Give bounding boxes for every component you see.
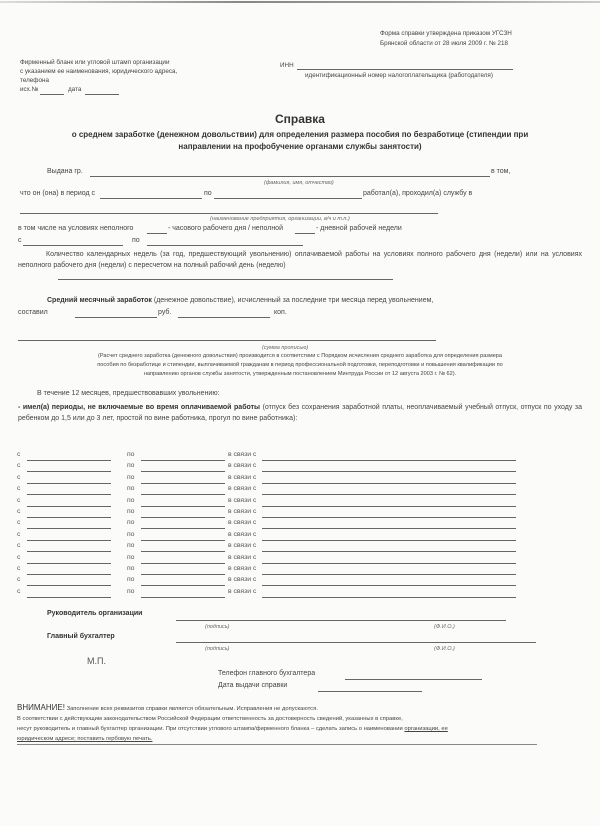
period-from-field[interactable] [27, 551, 111, 552]
period-reason-label: в связи с [228, 451, 257, 458]
period-from-label: с [17, 508, 21, 515]
period-to-field[interactable] [141, 506, 225, 507]
form-approval-line2: Брянской области от 28 июля 2009 г. № 218 [380, 40, 508, 47]
avg-earnings-bold: Средний месячный заработок [47, 297, 152, 304]
head-signature-field[interactable] [176, 620, 506, 621]
avg-earnings-text [47, 297, 433, 304]
period-to-field[interactable] [141, 574, 225, 575]
table-row [17, 565, 537, 576]
period-reason-field[interactable] [262, 471, 516, 472]
fio-caption: (фамилия, имя, отчество) [264, 180, 334, 186]
stamp-note-line3: телефона [20, 77, 49, 84]
table-row [17, 508, 537, 519]
periods-bold: - имел(а) периоды, не включаемые во время оплачиваемой работы [18, 404, 261, 411]
footer-line4: юридическом адресе; поставить гербовую печать. [17, 736, 153, 742]
period-reason-field[interactable] [262, 517, 516, 518]
period-from-field[interactable] [100, 198, 202, 199]
period-reason-label: в связи с [228, 565, 257, 572]
period-to-label: по [127, 451, 135, 458]
period-from-field[interactable] [27, 540, 111, 541]
accountant-phone-label: Телефон главного бухгалтера [218, 670, 316, 677]
period-from-field[interactable] [27, 471, 111, 472]
periods-text [18, 402, 582, 424]
period-from-field[interactable] [27, 494, 111, 495]
weeks-field[interactable] [58, 279, 393, 280]
period-from-field[interactable] [27, 574, 111, 575]
issued-to-suffix: в том, [491, 168, 511, 175]
table-row [17, 576, 537, 587]
period-from-label: с [17, 519, 21, 527]
period-reason-label: в связи с [228, 496, 257, 504]
outgoing-number-label: исх.№ [20, 86, 39, 93]
calc-note-line2: пособия по безработице и стипендии, выплачиваемой гражданам в период профессиональной подготовки, переподготовки и повышения квалификации по [97, 362, 503, 368]
accountant-fio-caption: (Ф.И.О.) [434, 646, 455, 652]
table-row [17, 497, 537, 508]
parttime-label-2: - часового рабочего дня / неполной [168, 225, 283, 232]
period-reason-field[interactable] [262, 460, 516, 461]
organization-field[interactable] [20, 213, 438, 214]
sum-words-caption: (сумма прописью) [262, 345, 309, 351]
period-from-label: с [17, 587, 21, 595]
inn-field[interactable] [297, 69, 513, 70]
table-row [17, 485, 537, 496]
period-to-field[interactable] [141, 471, 225, 472]
periods-rest: (отпуск без сохранения заработной платы, неоплачиваемый учебный отпуск, отпуск по уходу за ребенком до 1,5 или до 3 лет, простой по вине работника, прогул по вине работника): [18, 404, 582, 422]
period-to-field[interactable] [141, 563, 225, 564]
form-approval-line1: Форма справки утверждена приказом УГСЗН [380, 30, 512, 37]
period-to-label: по [127, 462, 135, 470]
period-to-field[interactable] [141, 517, 225, 518]
period-reason-field[interactable] [262, 574, 516, 575]
period-reason-label: в связи с [228, 508, 257, 515]
period-reason-label: в связи с [228, 553, 257, 561]
warning-bold: ВНИМАНИЕ! [17, 703, 65, 712]
parttime-to-field[interactable] [147, 245, 303, 246]
table-row [17, 531, 537, 542]
period-to-label: по [127, 485, 135, 493]
period-reason-label: в связи с [228, 519, 257, 527]
table-row [17, 554, 537, 565]
accountant-label: Главный бухгалтер [47, 633, 115, 640]
period-from-field[interactable] [27, 597, 111, 598]
document-subtitle-line1: о среднем заработке (денежном довольствии) для определения размера пособия по безработице (стипендии при [71, 130, 529, 139]
period-from-field[interactable] [27, 460, 111, 461]
worked-suffix: работал(а), проходил(а) службу в [363, 190, 473, 197]
period-reason-field[interactable] [262, 585, 516, 586]
period-to-field[interactable] [214, 198, 362, 199]
period-from-label: с [17, 553, 21, 561]
period-to-label: по [127, 496, 135, 504]
period-from-field[interactable] [27, 517, 111, 518]
kopecks-field[interactable] [178, 317, 270, 318]
table-row [17, 474, 537, 485]
footer-rule [17, 744, 537, 745]
stamp-note-line2: с указанием ее наименования, юридического адреса, [20, 68, 178, 75]
period-to-label: по [204, 190, 212, 197]
period-reason-label: в связи с [228, 576, 257, 584]
period-to-label: по [127, 553, 135, 561]
months-intro: В течение 12 месяцев, предшествовавших увольнению: [37, 390, 220, 397]
parttime-from-field[interactable] [23, 245, 123, 246]
period-reason-label: в связи с [228, 530, 257, 538]
period-to-label: по [127, 565, 135, 572]
period-from-label: с [17, 542, 21, 550]
amount-label: составил [18, 309, 48, 316]
period-from-label: с [17, 530, 21, 538]
period-from-label: с [17, 576, 21, 584]
period-to-label: по [127, 530, 135, 538]
issued-to-label: Выдана гр. [47, 168, 83, 175]
head-fio-caption: (Ф.И.О.) [434, 624, 455, 630]
parttime-from-label: с [18, 237, 22, 244]
sum-words-field[interactable] [18, 340, 436, 341]
issued-to-field[interactable] [90, 176, 490, 177]
period-reason-field[interactable] [262, 597, 516, 598]
period-reason-field[interactable] [262, 528, 516, 529]
footer-line3 [17, 726, 448, 732]
footer-line3-underlined: организации, ее [404, 726, 448, 732]
period-to-field[interactable] [141, 460, 225, 461]
parttime-days-field[interactable] [295, 233, 315, 234]
period-from-label: с [17, 451, 21, 458]
calc-note-line1: (Расчет среднего заработка (денежного довольствия) производится в соответствии с Порядком исчисления среднего заработка для определения размера [97, 353, 503, 359]
weeks-text: Количество календарных недель (за год, предшествующий увольнению) оплачиваемой работы на условиях полного рабочего дня (недели) или на условиях неполного рабочего дня (недели) с пересчетом на полный рабочий день (неделю) [18, 251, 582, 269]
table-row [17, 588, 537, 599]
period-from-field[interactable] [27, 563, 111, 564]
period-reason-field[interactable] [262, 551, 516, 552]
period-to-field[interactable] [141, 483, 225, 484]
period-prefix: что он (она) в период с [20, 190, 95, 197]
period-from-field[interactable] [27, 483, 111, 484]
period-to-field[interactable] [141, 585, 225, 586]
accountant-phone-field[interactable] [345, 679, 482, 680]
period-reason-field[interactable] [262, 540, 516, 541]
warning-line [17, 703, 318, 712]
table-row [17, 451, 537, 462]
stamp-place-label: М.П. [87, 656, 106, 666]
period-reason-label: в связи с [228, 542, 257, 550]
period-to-label: по [127, 587, 135, 595]
period-from-label: с [17, 496, 21, 504]
document-title: Справка [275, 112, 325, 126]
outgoing-number-field[interactable] [40, 94, 64, 95]
period-from-label: с [17, 485, 21, 493]
period-from-label: с [17, 462, 21, 470]
table-row [17, 542, 537, 553]
organization-caption: (наименование предприятия, организации, в/ч и т.п.) [210, 216, 350, 222]
period-reason-field[interactable] [262, 506, 516, 507]
period-to-field[interactable] [141, 540, 225, 541]
period-reason-field[interactable] [262, 563, 516, 564]
period-to-label: по [127, 473, 135, 481]
period-reason-label: в связи с [228, 587, 257, 595]
inn-label: ИНН [280, 62, 294, 69]
kopecks-label: коп. [274, 309, 287, 316]
period-reason-label: в связи с [228, 462, 257, 470]
outgoing-date-label: дата [68, 86, 82, 93]
head-label: Руководитель организации [47, 610, 143, 617]
period-from-field[interactable] [27, 506, 111, 507]
scan-edge [0, 1, 600, 3]
footer-line2: В соответствии с действующим законодательством Российской Федерации ответственность за достоверность сведений, указанных в справке, [17, 716, 403, 722]
parttime-label-1: в том числе на условиях неполного [18, 225, 134, 232]
accountant-signature-caption: (подпись) [205, 646, 230, 652]
rubles-label: руб. [158, 309, 172, 316]
period-reason-field[interactable] [262, 494, 516, 495]
avg-earnings-rest: (денежное довольствие), исчисленный за последние три месяца перед увольнением, [151, 297, 434, 304]
period-from-label: с [17, 473, 21, 481]
period-to-field[interactable] [141, 597, 225, 598]
table-row [17, 462, 537, 473]
stamp-note-line1: Фирменный бланк или угловой штамп организации [20, 59, 170, 66]
period-to-label: по [127, 508, 135, 515]
warning-rest: Заполнение всех реквизитов справки является обязательным. Исправления не допускаются. [64, 706, 318, 712]
period-reason-label: в связи с [228, 485, 257, 493]
table-row [17, 519, 537, 530]
period-to-label: по [127, 519, 135, 527]
inn-caption: идентификационный номер налогоплательщика (работодателя) [305, 72, 493, 79]
period-from-label: с [17, 565, 21, 572]
calc-note-line3: направлению органов службы занятости, утвержденным постановлением Минтруда России от 12 августа 2003 г. № 62). [143, 371, 457, 377]
head-signature-caption: (подпись) [205, 624, 230, 630]
issue-date-field[interactable] [318, 691, 422, 692]
period-from-field[interactable] [27, 585, 111, 586]
outgoing-date-field[interactable] [85, 94, 119, 95]
document-subtitle-line2: направлении на профобучение органами службы занятости) [178, 142, 422, 151]
rubles-field[interactable] [75, 317, 157, 318]
period-to-label: по [127, 576, 135, 584]
parttime-to-label: по [132, 237, 140, 244]
accountant-signature-field[interactable] [176, 642, 536, 643]
period-to-field[interactable] [141, 494, 225, 495]
period-to-field[interactable] [141, 528, 225, 529]
period-reason-label: в связи с [228, 473, 257, 481]
period-reason-field[interactable] [262, 483, 516, 484]
period-to-field[interactable] [141, 551, 225, 552]
parttime-hours-field[interactable] [147, 233, 167, 234]
parttime-label-3: - дневной рабочей недели [316, 225, 402, 232]
period-from-field[interactable] [27, 528, 111, 529]
period-to-label: по [127, 542, 135, 550]
issue-date-label: Дата выдачи справки [218, 682, 288, 689]
footer-line3-text: несут руководитель и главный бухгалтер организации. При отсутствии углового штампа/фирменного бланка – сделать запись о наименовании [17, 726, 405, 732]
